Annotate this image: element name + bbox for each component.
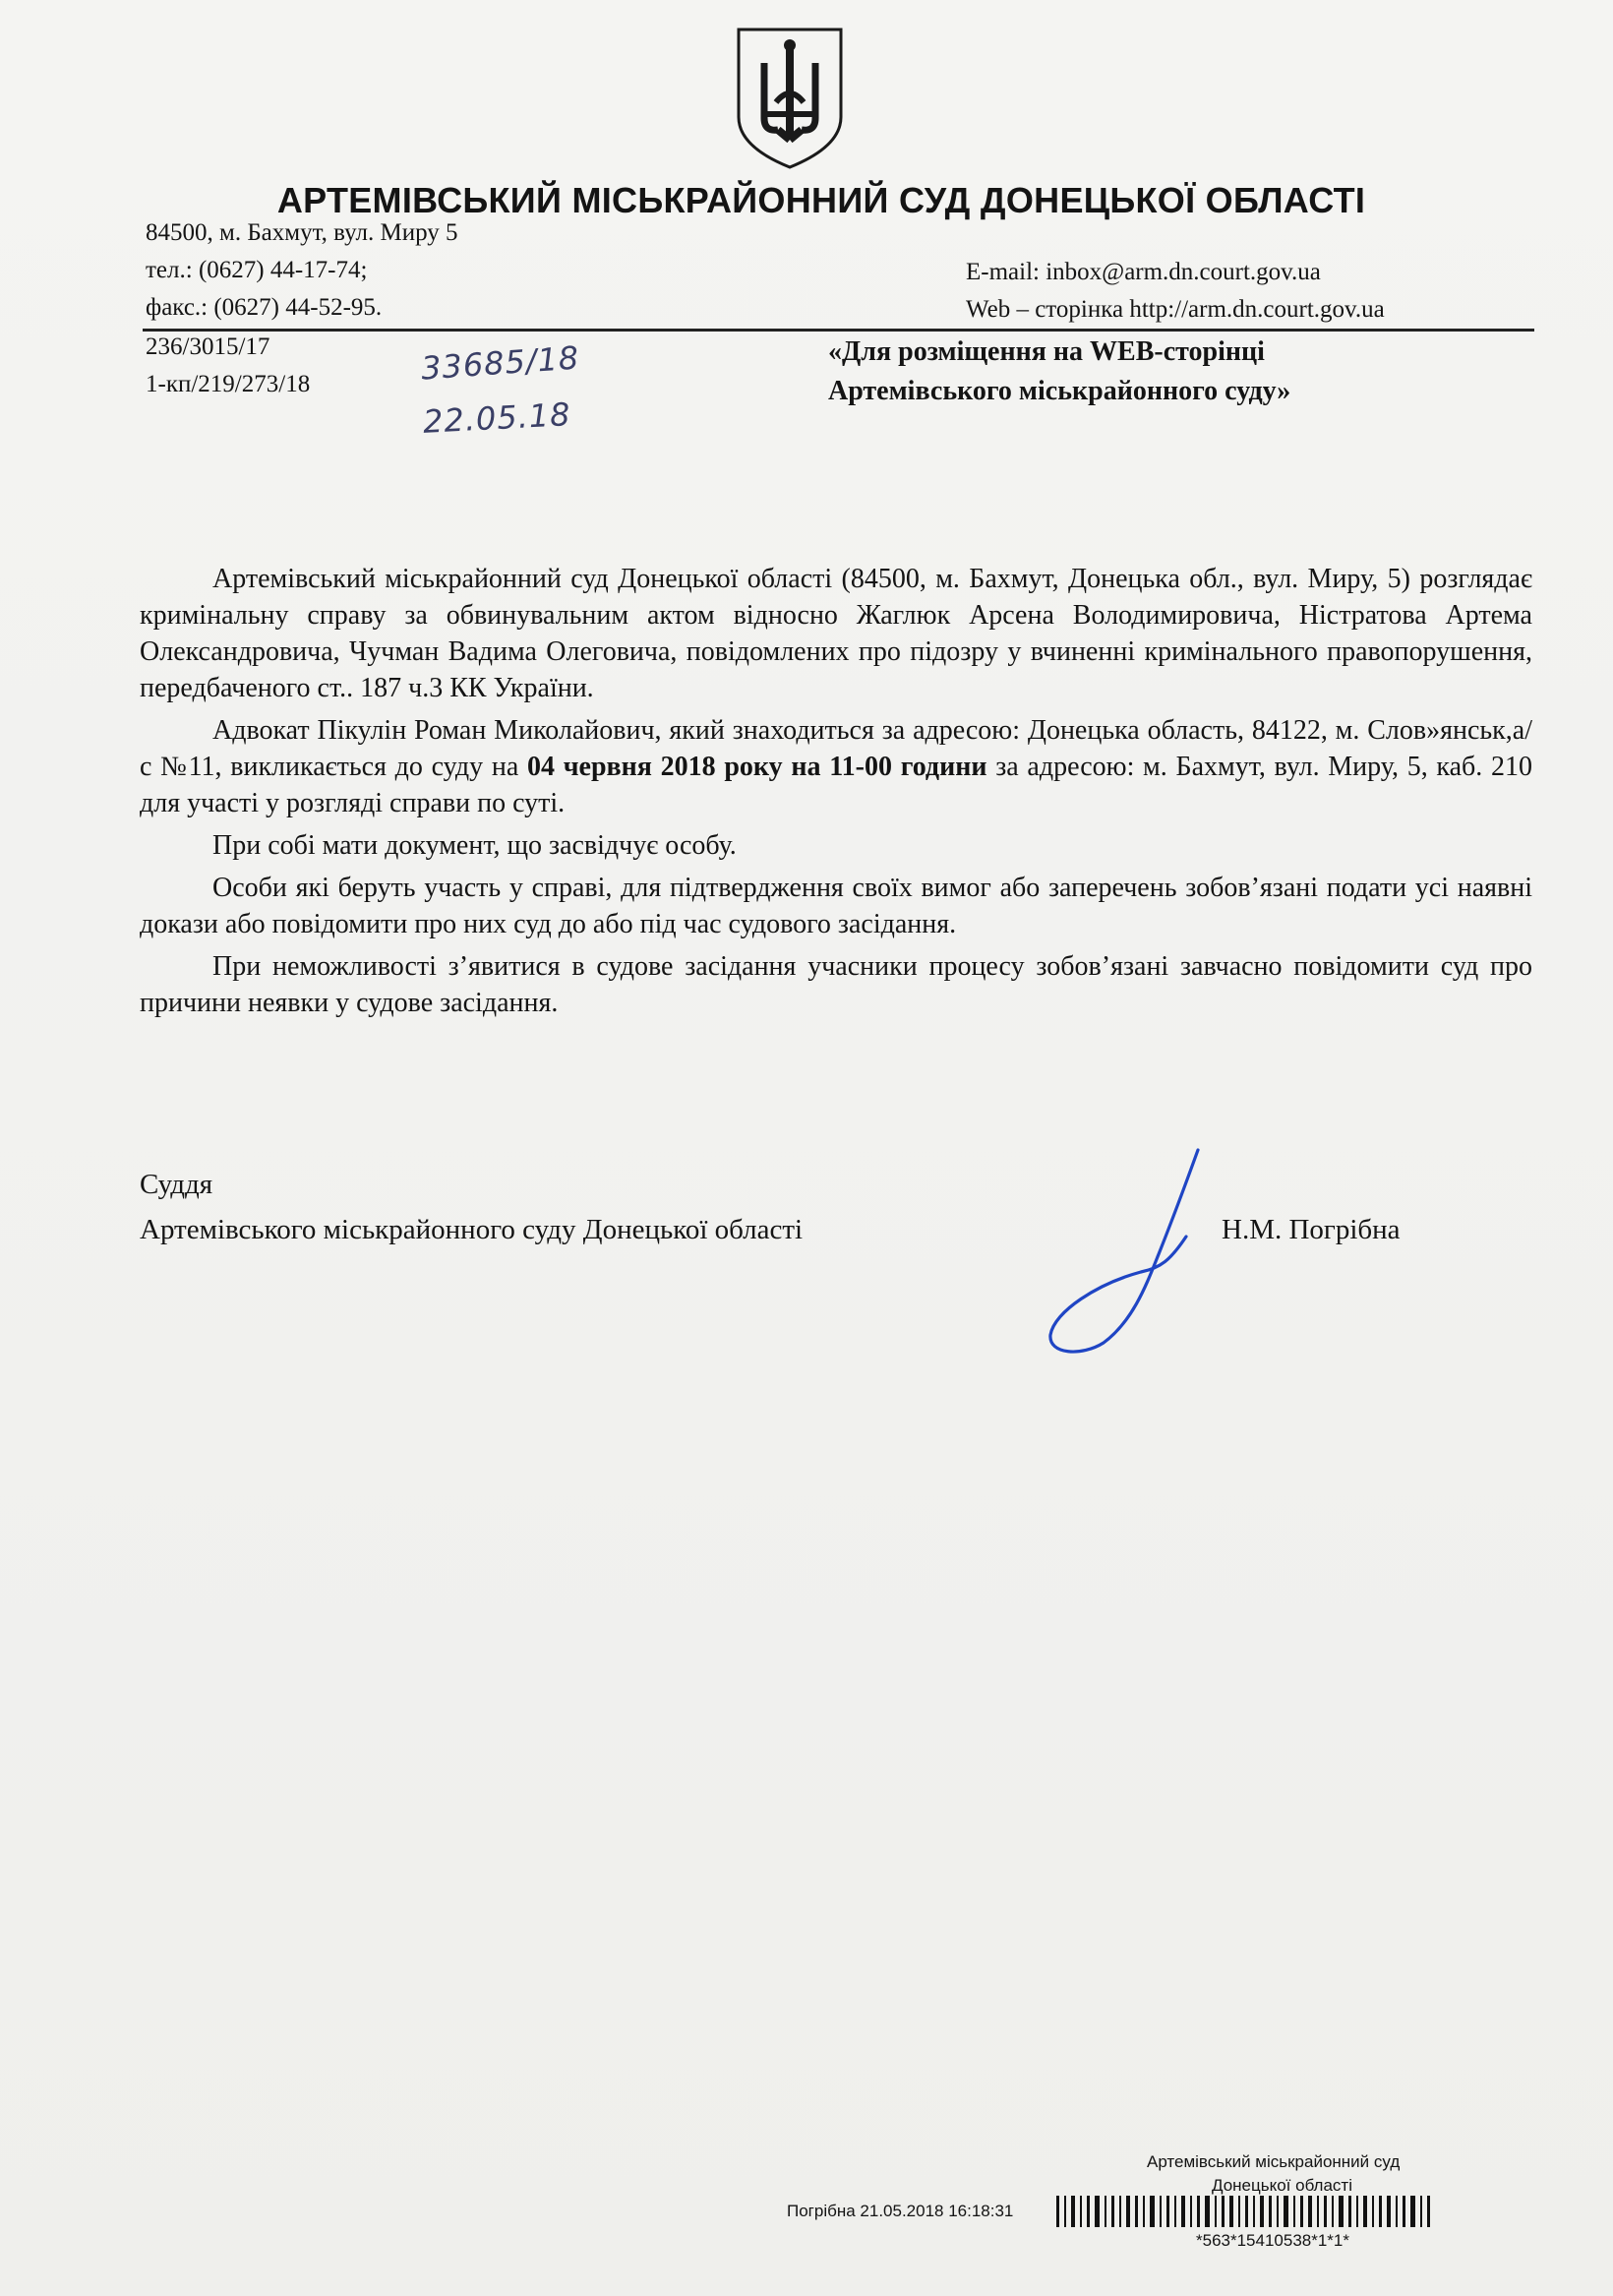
judge-name: Н.М. Погрібна	[1222, 1214, 1401, 1245]
judge-court: Артемівського міськрайонного суду Донецької області	[140, 1214, 804, 1245]
stamp-signed-by: Погрібна 21.05.2018 16:18:31	[787, 2202, 1014, 2220]
court-phone: тел.: (0627) 44-17-74;	[146, 257, 368, 283]
paragraph-absence: При неможливості з’явитися в судове засідання учасники процесу зобов’язані завчасно повідомити суд про причини неявки у судове засідання.	[140, 951, 1532, 1018]
handwritten-date: 22.05.18	[422, 395, 572, 441]
notice-body	[140, 561, 1532, 1027]
court-address: 84500, м. Бахмут, вул. Миру 5	[146, 219, 458, 246]
court-email: E-mail: inbox@arm.dn.court.gov.ua	[966, 259, 1321, 285]
paragraph-summons	[140, 712, 1532, 821]
judge-role: Суддя	[140, 1169, 213, 1200]
court-fax: факс.: (0627) 44-52-95.	[146, 294, 383, 321]
stamp-court-line1: Артемівський міськрайонний суд	[1147, 2152, 1401, 2171]
notice-heading-line1: «Для розміщення на WEB-сторінці	[828, 336, 1265, 367]
handwritten-signature	[1023, 1146, 1210, 1362]
case-number: 236/3015/17	[146, 333, 270, 360]
coat-of-arms-icon	[731, 24, 849, 171]
hearing-date-time: 04 червня 2018 року на 11-00 години	[527, 752, 987, 782]
notice-heading-line2: Артемівського міськрайонного суду»	[828, 376, 1291, 406]
paragraph-id-required: При собі мати документ, що засвідчує особу.	[212, 830, 737, 861]
handwritten-registration-number: 33685/18	[419, 338, 581, 388]
summons-text-start: Адвокат Пікулін Роман Миколайович, який знаходиться за адресою: Донецька область, 84122, м. Слов»янськ,а/с №11, викликається до суду на	[140, 715, 1532, 782]
paragraph-evidence: Особи які беруть участь у справі, для підтвердження своїх вимог або заперечень зобов’язані подати усі наявні докази або повідомити про них суд до або під час судового засідання.	[140, 873, 1532, 939]
stamp-barcode-number: *563*15410538*1*1*	[1196, 2231, 1349, 2250]
header-divider	[143, 329, 1534, 332]
court-website: Web – сторінка http://arm.dn.court.gov.ua	[966, 296, 1385, 323]
barcode-icon	[1056, 2196, 1528, 2227]
stamp-court-line2: Донецької області	[1212, 2176, 1352, 2195]
court-title: АРТЕМІВСЬКИЙ МІСЬКРАЙОННИЙ СУД ДОНЕЦЬКОЇ ОБЛАСТІ	[276, 180, 1366, 220]
proceeding-number: 1-кп/219/273/18	[146, 371, 311, 397]
summons-text-end: за адресою: м. Бахмут, вул. Миру, 5, каб. 210 для участі у розгляді справи по суті.	[140, 752, 1532, 818]
paragraph-case-description: Артемівський міськрайонний суд Донецької області (84500, м. Бахмут, Донецька обл., вул. Миру, 5) розглядає кримінальну справу за обвинувальним актом відносно Жаглюк Арсена Володимировича, Ністратова Артема Олександровича, Чучман Вадима Олеговича, повідомлених про підозру у вчиненні кримінального правопорушення, передбаченого ст.. 187 ч.3 КК України.	[140, 564, 1532, 703]
